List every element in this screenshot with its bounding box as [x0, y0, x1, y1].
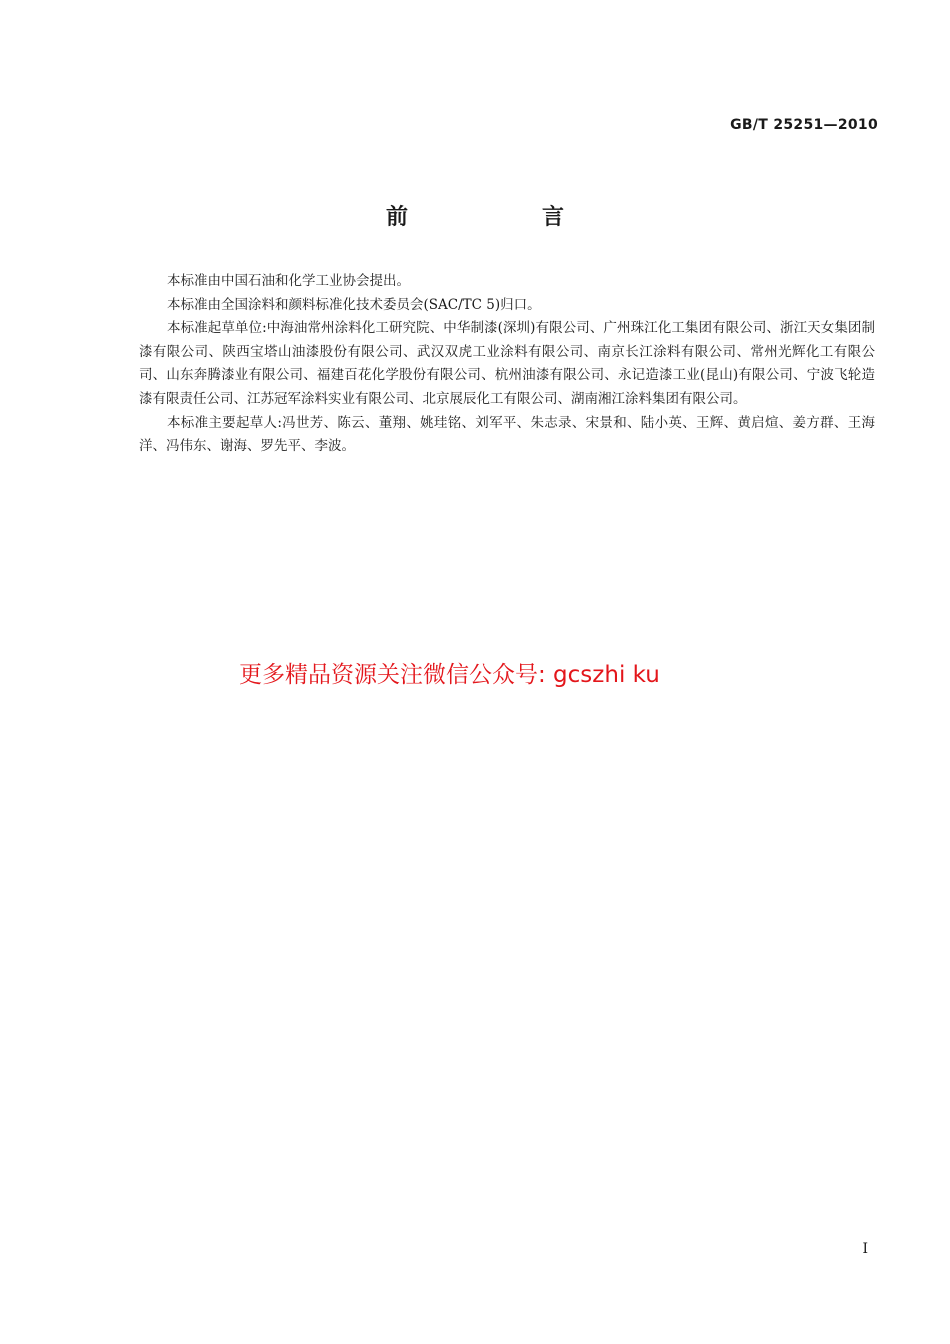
page-number: I: [862, 1241, 868, 1257]
promo-watermark-text: 更多精品资源关注微信公众号: gcszhi ku: [239, 662, 660, 688]
page-title: 前 言: [385, 205, 620, 230]
paragraph-committee: 本标准由全国涂料和颜料标准化技术委员会(SAC/TC 5)归口。: [167, 296, 541, 313]
foreword-body: [139, 270, 875, 459]
paragraph-drafters: 本标准主要起草人:冯世芳、陈云、董翔、姚珪铭、刘军平、朱志录、宋景和、陆小英、王辉、黄启煊、姜方群、王海洋、冯伟东、谢海、罗先平、李波。: [139, 414, 875, 455]
paragraph-proposer: 本标准由中国石油和化学工业协会提出。: [167, 273, 410, 289]
paragraph-drafting-units: 本标准起草单位:中海油常州涂料化工研究院、中华制漆(深圳)有限公司、广州珠江化工集团有限公司、浙江天女集团制漆有限公司、陕西宝塔山油漆股份有限公司、武汉双虎工业涂料有限公司、南京长江涂料有限公司、常州光辉化工有限公司、山东奔腾漆业有限公司、福建百花化学股份有限公司、杭州油漆有限公司、永记造漆工业(昆山)有限公司、宁波飞轮造漆有限责任公司、江苏冠军涂料实业有限公司、北京展辰化工有限公司、湖南湘江涂料集团有限公司。: [139, 320, 875, 407]
standard-code: GB/T 25251—2010: [730, 117, 878, 133]
